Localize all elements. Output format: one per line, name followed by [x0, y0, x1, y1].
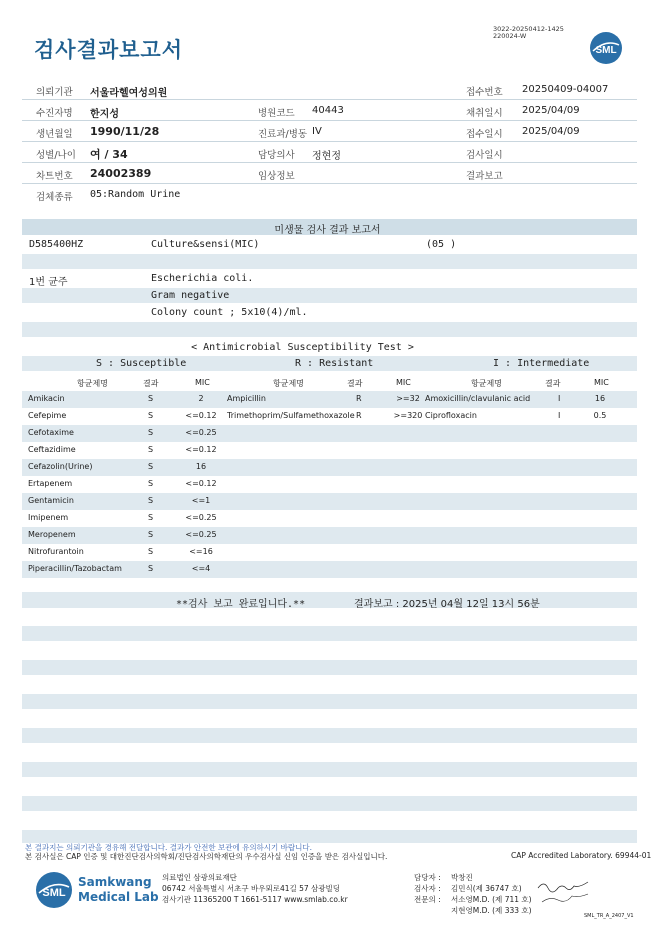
drug-name: Cefepime — [28, 411, 67, 420]
drug-name: Ertapenem — [28, 479, 73, 488]
sml-logo-icon — [589, 31, 623, 65]
report-time: 결과보고 : 2025년 04월 12일 13시 56분 — [354, 599, 540, 610]
drug-mic: <=4 — [191, 564, 211, 573]
col-header-result: 결과 — [347, 379, 363, 388]
drug-mic: <=1 — [191, 496, 211, 505]
colony-count: Colony count ; 5x10(4)/ml. — [151, 307, 308, 318]
info-row-2: 수진자명 한지성 병원코드 40443 채취일시 2025/04/09 — [22, 100, 637, 121]
drug-name: Imipenem — [28, 513, 69, 522]
drug-mic: 0.5 — [593, 411, 607, 420]
col-header-drug: 항균제명 — [77, 379, 108, 388]
table-row-band — [22, 493, 637, 510]
org-name: 의료법인 삼광의료재단 — [162, 873, 237, 882]
drug-result: S — [148, 496, 154, 505]
col-header-drug: 항균제명 — [471, 379, 502, 388]
report-complete: **검사 보고 완료입니다.** — [176, 599, 306, 610]
isolate-label: 1번 균주 — [29, 277, 68, 288]
drug-mic: <=0.25 — [185, 513, 217, 522]
drug-result: S — [148, 564, 154, 573]
table-row-band — [22, 459, 637, 476]
band — [22, 796, 637, 811]
band — [22, 694, 637, 709]
info-row-5: 차트번호 24002389 임상정보 결과보고 — [22, 163, 637, 184]
drug-result: I — [558, 394, 561, 403]
drug-name: Cefazolin(Urine) — [28, 462, 93, 471]
manager-value: 박창진 — [451, 873, 473, 882]
drug-name: Amoxicillin/clavulanic acid — [425, 394, 531, 403]
drug-mic: >=32 — [396, 394, 420, 403]
drug-result: S — [148, 428, 154, 437]
document-id: 3022-20250412-1425 220024-W — [493, 25, 564, 40]
drug-name: Ciprofloxacin — [425, 411, 477, 420]
tester-label: 검사자 : — [414, 884, 441, 893]
specialist-2: 지현영M.D. (제 333 호) — [451, 906, 532, 915]
col-header-result: 결과 — [143, 379, 159, 388]
brand-name-2: Medical Lab — [78, 890, 159, 904]
drug-result: S — [148, 462, 154, 471]
drug-result: S — [148, 530, 154, 539]
samkwang-logo-icon — [35, 871, 73, 909]
test-code: D585400HZ — [29, 239, 84, 250]
col-header-result: 결과 — [545, 379, 561, 388]
table-row-band — [22, 425, 637, 442]
signature-icon — [536, 878, 592, 908]
cap-accreditation: CAP Accredited Laboratory. 69944-01 — [511, 851, 652, 860]
form-code: SML_TR_A_2407_V1 — [584, 913, 634, 919]
info-row-4: 성별/나이 여 / 34 담당의사 정현정 검사일시 — [22, 142, 637, 163]
test-name: Culture&sensi(MIC) — [151, 239, 260, 250]
specialist-label: 전문의 : — [414, 895, 441, 904]
drug-mic: >=320 — [393, 411, 423, 420]
band — [22, 254, 637, 269]
drug-name: Meropenem — [28, 530, 76, 539]
svg-text:SML: SML — [595, 45, 617, 56]
info-row-3: 생년월일 1990/11/28 진료과/병동 IV 접수일시 2025/04/09 — [22, 121, 637, 142]
drug-result: S — [148, 394, 154, 403]
drug-result: S — [148, 513, 154, 522]
ast-title: < Antimicrobial Susceptibility Test > — [191, 342, 414, 353]
legend-intermediate: I : Intermediate — [493, 358, 590, 369]
address: 06742 서울특별시 서초구 바우뫼로41길 57 삼광빌딩 — [162, 884, 341, 893]
drug-mic: 2 — [198, 394, 204, 403]
contact: 검사기관 11365200 T 1661-5117 www.smlab.co.kr — [162, 895, 348, 904]
drug-mic: <=0.25 — [185, 530, 217, 539]
gram-stain: Gram negative — [151, 290, 230, 301]
drug-result: I — [558, 411, 561, 420]
col-header-mic: MIC — [594, 378, 609, 387]
drug-mic: 16 — [195, 462, 207, 471]
drug-mic: <=0.25 — [185, 428, 217, 437]
test-number: (05 ) — [426, 239, 457, 250]
notice-line-1: 본 결과지는 의뢰기관을 경유해 전달합니다. 결과가 안전한 보관에 유의하시기 바랍니다. — [25, 843, 313, 852]
drug-mic: <=16 — [189, 547, 213, 556]
brand-name-1: Samkwang — [78, 875, 152, 889]
page-title: 검사결과보고서 — [34, 38, 184, 62]
legend-susceptible: S : Susceptible — [96, 358, 187, 369]
micro-section-title: 미생물 검사 결과 보고서 — [274, 225, 381, 236]
drug-name: Piperacillin/Tazobactam — [28, 564, 122, 573]
drug-name: Amikacin — [28, 394, 65, 403]
band — [22, 762, 637, 777]
band — [22, 288, 637, 303]
tester-value: 김민식(제 36747 호) — [451, 884, 522, 893]
info-row-6: 검체종류 05:Random Urine — [36, 189, 181, 203]
band — [22, 322, 637, 337]
info-row-1: 의뢰기관 서울라헬여성의원 접수번호 20250409-04007 — [22, 79, 637, 100]
table-row-band — [22, 391, 637, 408]
legend-resistant: R : Resistant — [295, 358, 374, 369]
drug-result: S — [148, 479, 154, 488]
organism: Escherichia coli. — [151, 273, 254, 284]
notice-line-2: 본 검사실은 CAP 인증 및 대한진단검사의학회/진단검사의학재단의 우수검사실 신임 인증을 받은 검사실입니다. — [25, 852, 388, 861]
drug-name: Ceftazidime — [28, 445, 76, 454]
band — [22, 626, 637, 641]
table-row-band — [22, 527, 637, 544]
drug-result: R — [356, 394, 362, 403]
drug-name: Ampicillin — [227, 394, 266, 403]
drug-mic: 16 — [594, 394, 606, 403]
drug-name: Trimethoprim/Sulfamethoxazole — [227, 411, 355, 420]
col-header-drug: 항균제명 — [273, 379, 304, 388]
band — [22, 592, 637, 608]
specialist-1: 서소영M.D. (제 711 호) — [451, 895, 532, 904]
drug-name: Gentamicin — [28, 496, 74, 505]
drug-mic: <=0.12 — [185, 479, 217, 488]
drug-mic: <=0.12 — [185, 411, 217, 420]
drug-result: S — [148, 411, 154, 420]
drug-result: S — [148, 445, 154, 454]
col-header-mic: MIC — [396, 378, 411, 387]
drug-name: Nitrofurantoin — [28, 547, 84, 556]
drug-mic: <=0.12 — [185, 445, 217, 454]
drug-result: S — [148, 547, 154, 556]
band — [22, 728, 637, 743]
drug-result: R — [356, 411, 362, 420]
drug-name: Cefotaxime — [28, 428, 74, 437]
svg-text:SML: SML — [42, 887, 66, 899]
manager-label: 담당자 : — [414, 873, 441, 882]
col-header-mic: MIC — [195, 378, 210, 387]
band — [22, 660, 637, 675]
